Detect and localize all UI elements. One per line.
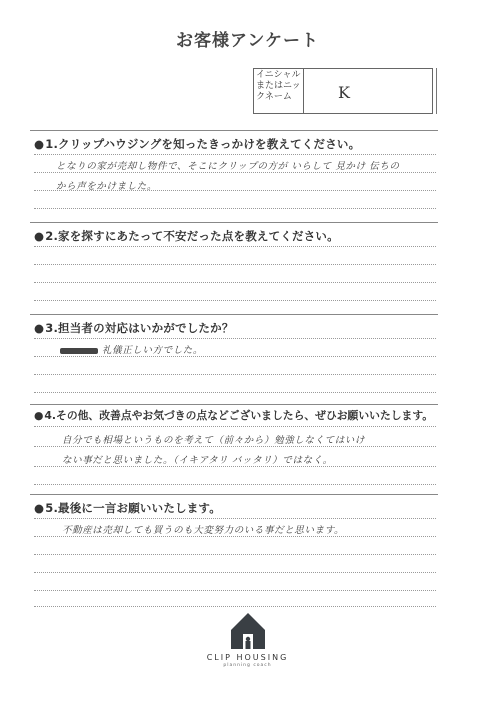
brand-name: CLIP HOUSING — [206, 653, 289, 662]
answer-line — [34, 606, 436, 607]
answer-line — [34, 246, 436, 247]
answer-1-line-1: となりの家が売却し物件で、そこにクリップの方が いらして 見かけ 伝ちの — [56, 161, 400, 172]
answer-line — [34, 208, 436, 209]
crossed-out-scribble — [60, 348, 98, 354]
question-2: ●2.家を探すにあたって不安だった点を教えてください。 — [34, 229, 339, 243]
question-3: ●3.担当者の対応はいかがでしたか？ — [34, 321, 234, 335]
answer-line — [34, 536, 436, 537]
answer-line — [34, 356, 436, 357]
section-divider — [30, 314, 438, 315]
answer-line — [34, 554, 436, 555]
name-box — [253, 68, 433, 114]
brand-logo — [0, 612, 495, 668]
answer-line — [34, 590, 436, 591]
answer-line — [34, 190, 436, 191]
answer-line — [34, 374, 436, 375]
answer-4-line-1: 自分でも相場というものを考えて（前々から）勉強しなくてはいけ — [62, 435, 366, 446]
question-5: ●5.最後に一言お願いいたします。 — [34, 501, 221, 515]
answer-line — [34, 446, 436, 447]
name-label: イニシャルまたはニックネーム — [254, 69, 304, 113]
answer-line — [34, 426, 436, 427]
answer-line — [34, 264, 436, 265]
answer-line — [34, 484, 436, 485]
answer-4-line-2: ない事だと思いました。（イキアタリ バッタリ）ではなく。 — [62, 455, 333, 466]
answer-line — [34, 172, 436, 173]
answer-1-line-2: から声をかけました。 — [56, 181, 158, 192]
answer-line — [34, 518, 436, 519]
answer-line — [34, 154, 436, 155]
name-box-edge — [436, 68, 437, 114]
answer-5-line-1: 不動産は売却しても買うのも大変努力のいる事だと思います。 — [62, 525, 345, 536]
answer-line — [34, 466, 436, 467]
answer-line — [34, 300, 436, 301]
answer-line — [34, 572, 436, 573]
brand-tagline: planning coach — [223, 663, 272, 668]
question-1: ●1.クリップハウジングを知ったきっかけを教えてください。 — [34, 137, 361, 151]
answer-line — [34, 282, 436, 283]
name-value: K — [338, 83, 350, 102]
house-icon — [230, 612, 266, 650]
page-title: お客様アンケート — [176, 31, 319, 51]
answer-3-line-1: 礼儀正しい方でした。 — [60, 342, 203, 356]
section-divider — [30, 494, 438, 495]
answer-line — [34, 392, 436, 393]
section-divider — [30, 404, 438, 405]
question-4: ●4.その他、改善点やお気づきの点などございましたら、ぜひお願いいたします。 — [34, 409, 434, 422]
answer-line — [34, 338, 436, 339]
section-divider — [30, 222, 438, 223]
section-divider — [30, 130, 438, 131]
